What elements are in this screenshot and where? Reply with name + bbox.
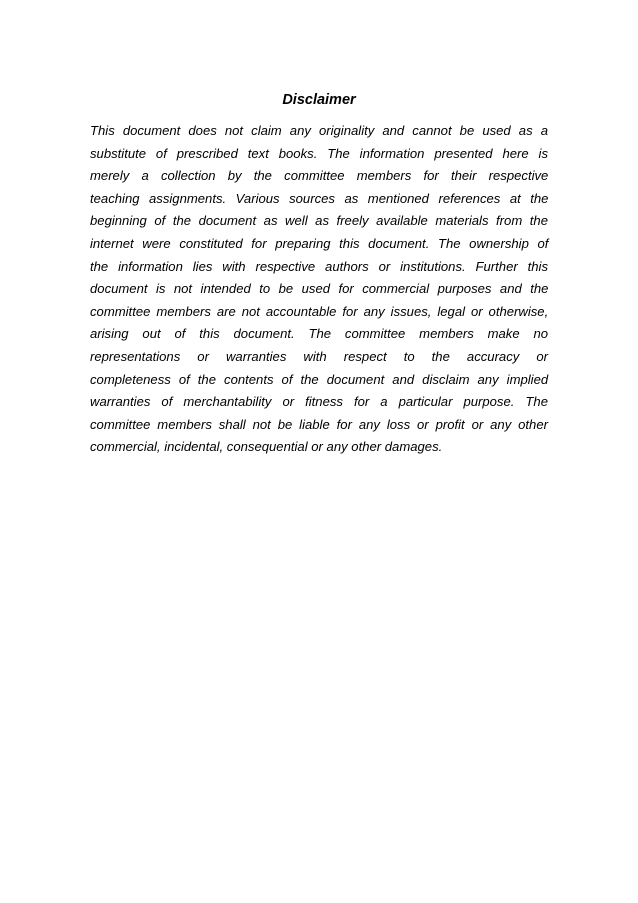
- paragraph-line: internet were constituted for preparing this document. The ownership of: [90, 235, 549, 251]
- paragraph-line: completeness of the contents of the document and disclaim any implied: [90, 371, 549, 387]
- paragraph-line: teaching assignments. Various sources as mentioned references at the: [90, 190, 549, 206]
- paragraph-line: substitute of prescribed text books. The information presented here is: [90, 145, 548, 161]
- paragraph-line: arising out of this document. The committee members make no: [90, 326, 549, 342]
- paragraph-line: merely a collection by the committee members for their respective: [90, 168, 549, 184]
- paragraph-line: commercial, incidental, consequential or any other damages.: [90, 439, 443, 455]
- page-title: Disclaimer: [282, 92, 356, 108]
- paragraph-line: beginning of the document as well as freely available materials from the: [90, 213, 548, 229]
- paragraph-line: representations or warranties with respect to the accuracy or: [90, 348, 548, 364]
- disclaimer-paragraph: [90, 120, 548, 459]
- paragraph-line: committee members are not accountable for any issues, legal or otherwise,: [90, 303, 549, 319]
- paragraph-line: committee members shall not be liable for any loss or profit or any other: [90, 416, 548, 432]
- paragraph-line: This document does not claim any originality and cannot be used as a: [90, 123, 548, 138]
- paragraph-line: the information lies with respective authors or institutions. Further this: [90, 258, 548, 274]
- paragraph-line: warranties of merchantability or fitness for a particular purpose. The: [90, 394, 548, 410]
- paragraph-line: document is not intended to be used for commercial purposes and the: [90, 281, 549, 297]
